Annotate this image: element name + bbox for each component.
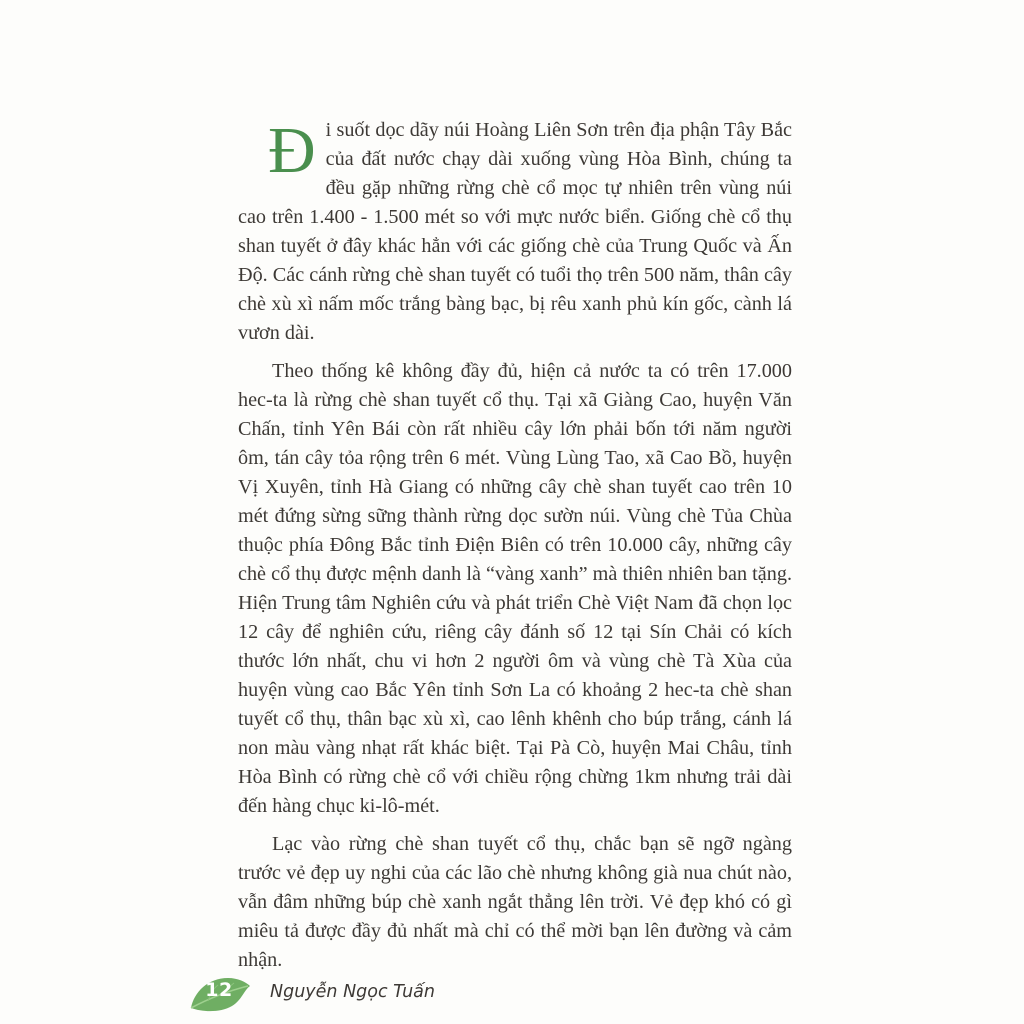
paragraph-2: Theo thống kê không đầy đủ, hiện cả nước ta có trên 17.000 hec-ta là rừng chè shan tuyết cổ thụ. Tại xã Giàng Cao, huyện Văn Chấn, tỉnh Yên Bái còn rất nhiều cây lớn phải bốn tới năm người ôm, tán cây tỏa rộng trên 6 mét. Vùng Lùng Tao, xã Cao Bồ, huyện Vị Xuyên, tỉnh Hà Giang có những cây chè shan tuyết cao trên 10 mét đứng sừng sững thành rừng dọc sườn núi. Vùng chè Tủa Chùa thuộc phía Đông Bắc tỉnh Điện Biên có trên 10.000 cây, những cây chè cổ thụ được mệnh danh là “vàng xanh” mà thiên nhiên ban tặng. Hiện Trung tâm Nghiên cứu và phát triển Chè Việt Nam đã chọn lọc 12 cây để nghiên cứu, riêng cây đánh số 12 tại Sín Chải có kích thước lớn nhất, chu vi hơn 2 người ôm và vùng chè Tà Xùa của huyện vùng cao Bắc Yên tỉnh Sơn La có khoảng 2 hec-ta chè shan tuyết cổ thụ, thân bạc xù xì, cao lênh khênh cho búp trắng, cánh lá non màu vàng nhạt rất khác biệt. Tại Pà Cò, huyện Mai Châu, tỉnh Hòa Bình có rừng chè cổ với chiều rộng chừng 1km nhưng trải dài đến hàng chục ki-lô-mét.: [238, 360, 792, 817]
drop-cap: Đ: [268, 114, 316, 187]
author-name: Nguyễn Ngọc Tuấn: [270, 982, 435, 1002]
paragraph-1: [238, 116, 792, 348]
body-text: [238, 116, 792, 984]
page-number: 12: [205, 979, 233, 1001]
paragraph-1-text: i suốt dọc dãy núi Hoàng Liên Sơn trên địa phận Tây Bắc của đất nước chạy dài xuống vùng Hòa Bình, chúng ta đều gặp những rừng chè cổ mọc tự nhiên trên vùng núi cao trên 1.400 - 1.500 mét so với mực nước biển. Giống chè cổ thụ shan tuyết ở đây khác hẳn với các giống chè của Trung Quốc và Ấn Độ. Các cánh rừng chè shan tuyết có tuổi thọ trên 500 năm, thân cây chè xù xì nấm mốc trắng bàng bạc, bị rêu xanh phủ kín gốc, cành lá vươn dài.: [238, 119, 792, 344]
page-footer: [188, 970, 548, 1014]
paragraph-3: Lạc vào rừng chè shan tuyết cổ thụ, chắc bạn sẽ ngỡ ngàng trước vẻ đẹp uy nghi của các lão chè nhưng không già nua chút nào, vẫn đâm những búp chè xanh ngắt thẳng lên trời. Vẻ đẹp khó có gì miêu tả được đầy đủ nhất mà chỉ có thể mời bạn lên đường và cảm nhận.: [238, 833, 792, 971]
